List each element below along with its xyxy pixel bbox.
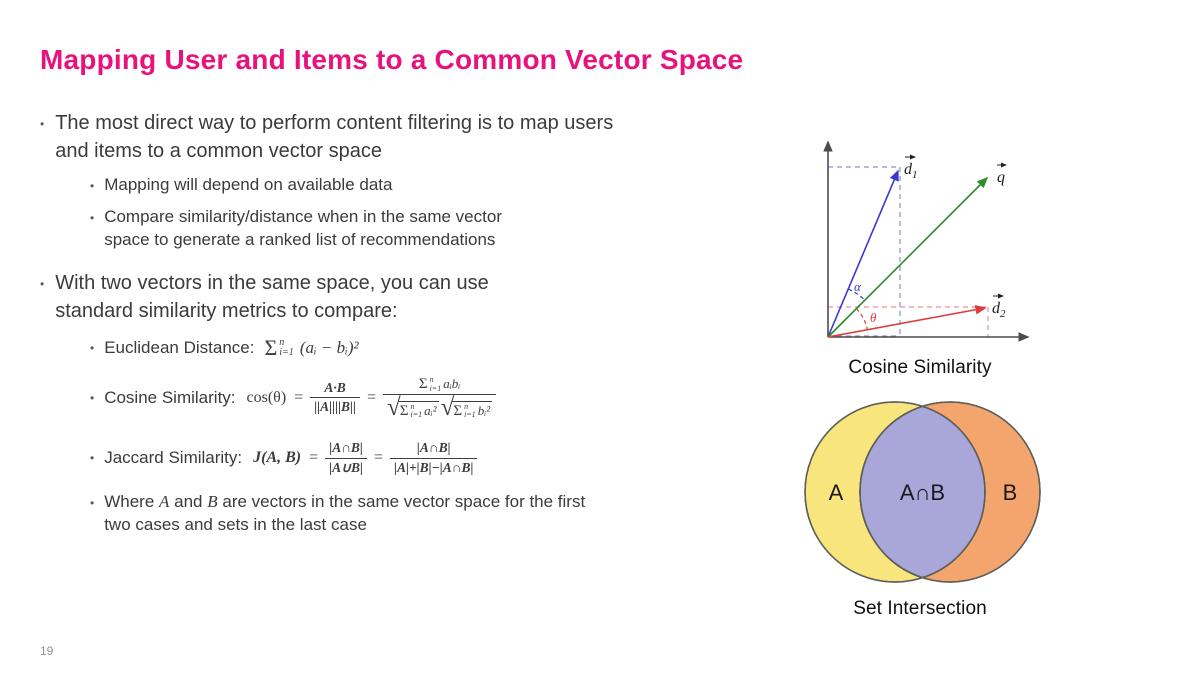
var-a: A: [159, 492, 170, 512]
sum-lower-limit: i=1: [410, 410, 423, 420]
sum-upper-limit: n: [279, 336, 285, 348]
summation: [400, 403, 422, 420]
fraction: [325, 439, 367, 478]
fraction: [383, 375, 496, 421]
sub-bullet-text: Compare similarity/distance when in the same vector space to generate a ranked list of recommendations: [104, 207, 502, 250]
venn-diagram: [792, 395, 1048, 587]
intersection-label: A∩B: [899, 480, 946, 505]
page-number: 19: [40, 644, 54, 658]
fraction-denominator: ||A||||B||: [310, 397, 360, 417]
cosine-similarity-diagram: [792, 130, 1048, 352]
radical-sign: √: [387, 393, 401, 421]
bullet-icon: •: [90, 341, 95, 356]
d1-label: $d_1$: [904, 161, 918, 181]
q-label: q: [997, 169, 1005, 186]
fraction-numerator: A∙B: [324, 379, 346, 395]
jaccard-formula: [252, 439, 477, 478]
summation: [264, 337, 293, 359]
sum-lower-limit: i=1: [429, 383, 442, 393]
bullet-icon: •: [90, 179, 95, 194]
formula-euclidean: [90, 337, 700, 359]
bullet-item: [40, 270, 700, 325]
d2-label: $d_2$: [992, 300, 1006, 320]
sum-lower-limit: i=1: [279, 347, 294, 359]
numerator-terms: aᵢbᵢ: [443, 376, 461, 392]
where-text: [104, 491, 612, 537]
bullet-icon: •: [90, 451, 95, 466]
bullet-item: [40, 110, 700, 165]
where-mid: and: [174, 492, 203, 512]
fraction-denominator: |A∪B|: [325, 458, 367, 478]
set-a-label: A: [828, 480, 844, 505]
sigma-symbol: Σ: [418, 376, 428, 393]
bullet-text: With two vectors in the same space, you can use standard similarity metrics to compare:: [55, 272, 489, 322]
equals-sign: =: [374, 449, 384, 467]
equals-sign: =: [294, 388, 304, 406]
radicand-terms: bᵢ²: [477, 403, 491, 419]
bullet-icon: •: [90, 390, 95, 405]
formula-cosine: [90, 375, 700, 421]
sub-bullet-item: [90, 491, 700, 537]
vector-d1: [828, 171, 898, 337]
jaccard-lhs: J(A, B): [253, 449, 302, 467]
sub-bullet-text: Mapping will depend on available data: [104, 175, 393, 195]
radical-sign: √: [440, 393, 455, 421]
sigma-symbol: Σ: [453, 402, 463, 419]
sub-bullet-item: [90, 174, 700, 197]
sub-bullet-item: [90, 206, 700, 252]
formula-jaccard: [90, 439, 700, 478]
cosine-lhs: cos(θ): [246, 388, 287, 406]
formula-label: Cosine Similarity:: [104, 387, 236, 407]
equals-sign: =: [367, 388, 377, 406]
var-b: B: [207, 492, 218, 512]
equals-sign: =: [309, 449, 319, 467]
euclidean-body: (aᵢ − bᵢ)²: [299, 338, 359, 358]
vector-q: [828, 178, 987, 337]
summation: [453, 403, 475, 420]
cosine-formula: [246, 375, 497, 421]
where-pre: Where: [104, 492, 155, 512]
set-b-label: B: [1002, 480, 1018, 505]
summation: [419, 376, 441, 393]
square-root: [440, 393, 493, 421]
fraction-denominator: |A|+|B|−|A∩B|: [390, 458, 477, 478]
bullet-text: The most direct way to perform content filtering is to map users and items to a common vector space: [55, 112, 614, 162]
sum-upper-limit: n: [429, 375, 434, 385]
radicand-terms: aᵢ²: [424, 403, 437, 419]
sum-upper-limit: n: [464, 401, 469, 411]
bullet-icon: •: [40, 117, 45, 131]
fraction: [390, 439, 477, 478]
sum-upper-limit: n: [410, 401, 415, 411]
cosine-figure-caption: Cosine Similarity: [848, 357, 992, 378]
euclidean-formula: [264, 337, 358, 359]
bullet-icon: •: [40, 277, 45, 291]
bullet-icon: •: [90, 211, 95, 226]
square-root: [387, 393, 439, 421]
sigma-symbol: Σ: [264, 335, 278, 361]
formula-label: Jaccard Similarity:: [104, 448, 243, 468]
theta-label: θ: [870, 310, 877, 325]
bullet-icon: •: [90, 496, 95, 511]
fraction-numerator: |A∩B|: [329, 439, 363, 455]
alpha-label: α: [854, 279, 861, 294]
fraction-numerator: |A∩B|: [416, 439, 451, 455]
sum-lower-limit: i=1: [464, 410, 476, 420]
content-area: [40, 110, 700, 537]
theta-angle-arc: [856, 309, 867, 330]
venn-figure-caption: Set Intersection: [853, 598, 987, 619]
where-post: are vectors in the same vector space for the first two cases and sets in the last case: [104, 492, 586, 535]
page-title: Mapping User and Items to a Common Vector Space: [40, 44, 744, 75]
figures-column: [792, 130, 1048, 620]
formula-label: Euclidean Distance:: [104, 338, 255, 358]
sigma-symbol: Σ: [399, 402, 409, 419]
fraction: [310, 379, 360, 418]
